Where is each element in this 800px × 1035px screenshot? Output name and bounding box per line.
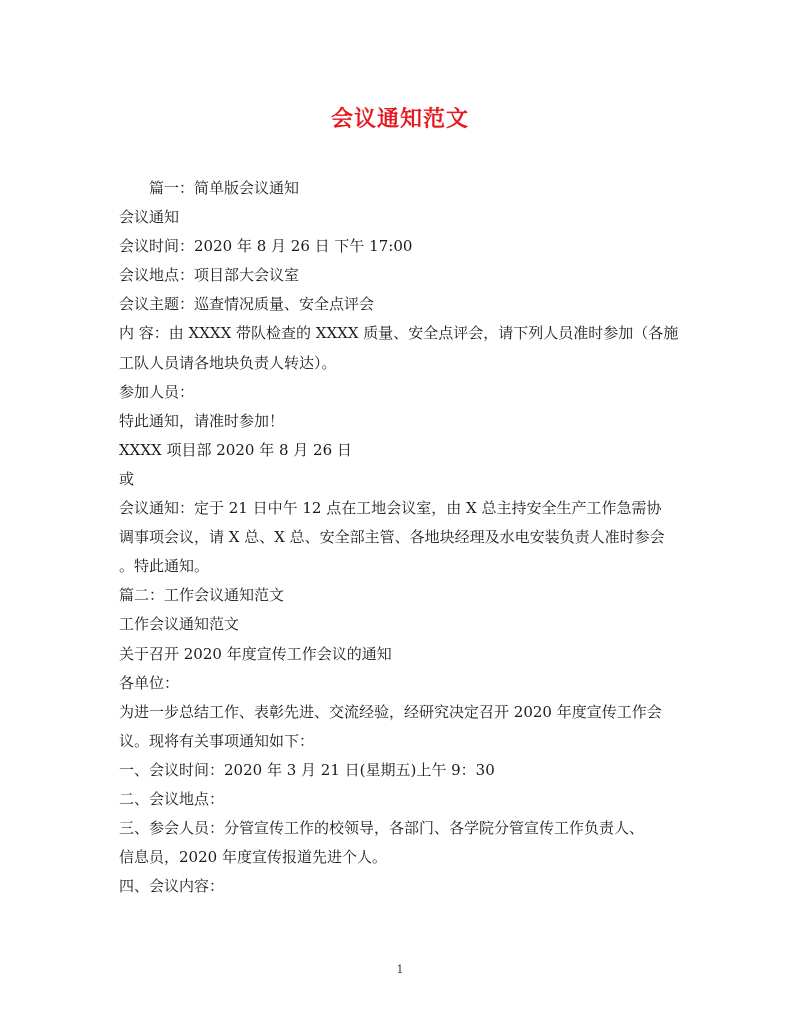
participants-label: 参加人员： xyxy=(119,382,195,401)
purpose-text: 为进一步总结工作、表彰先进、交流经验，经研究决定召开 2020 年度宣传工作会 xyxy=(119,702,662,721)
document-title: 会议通知范文 xyxy=(330,106,469,132)
conference-attendees: 三、参会人员：分管宣传工作的校领导，各部门、各学院分管宣传工作负责人、 xyxy=(119,819,645,838)
alternative-notice-end: 。特此通知。 xyxy=(119,557,210,576)
work-notice-heading: 工作会议通知范文 xyxy=(119,615,240,634)
purpose-text-continued: 议。现将有关事项通知如下： xyxy=(119,731,315,750)
meeting-time: 会议时间：2020 年 8 月 26 日 下午 17:00 xyxy=(119,237,413,256)
conference-time: 一、会议时间：2020 年 3 月 21 日(星期五)上午 9：30 xyxy=(119,760,495,779)
document-body xyxy=(119,174,685,901)
meeting-location: 会议地点：项目部大会议室 xyxy=(119,266,300,285)
section-heading-1: 篇一：简单版会议通知 xyxy=(149,179,300,197)
conference-content: 四、会议内容： xyxy=(119,877,225,896)
notice-closing: 特此通知，请准时参加！ xyxy=(119,411,285,430)
meeting-content: 内 容：由 XXXX 带队检查的 XXXX 质量、安全点评会，请下列人员准时参加（各施 xyxy=(119,324,679,343)
alternative-label: 或 xyxy=(119,469,135,488)
conference-notice-title: 关于召开 2020 年度宣传工作会议的通知 xyxy=(119,644,392,663)
signature-date: XXXX 项目部 2020 年 8 月 26 日 xyxy=(119,440,352,459)
section-heading-2: 篇二：工作会议通知范文 xyxy=(119,586,285,605)
meeting-topic: 会议主题：巡查情况质量、安全点评会 xyxy=(119,295,375,314)
alternative-notice: 会议通知：定于 21 日中午 12 点在工地会议室，由 X 总主持安全生产工作急需协 xyxy=(119,499,662,518)
notice-heading: 会议通知 xyxy=(119,208,180,227)
alternative-notice-continued: 调事项会议，请 X 总、X 总、安全部主管、各地块经理及水电安装负责人准时参会 xyxy=(119,528,665,547)
page-number: 1 xyxy=(396,963,404,976)
recipient-label: 各单位： xyxy=(119,673,180,692)
conference-attendees-continued: 信息员，2020 年度宣传报道先进个人。 xyxy=(119,848,387,867)
conference-location: 二、会议地点： xyxy=(119,789,225,808)
meeting-content-continued: 工队人员请各地块负责人转达）。 xyxy=(119,353,337,372)
